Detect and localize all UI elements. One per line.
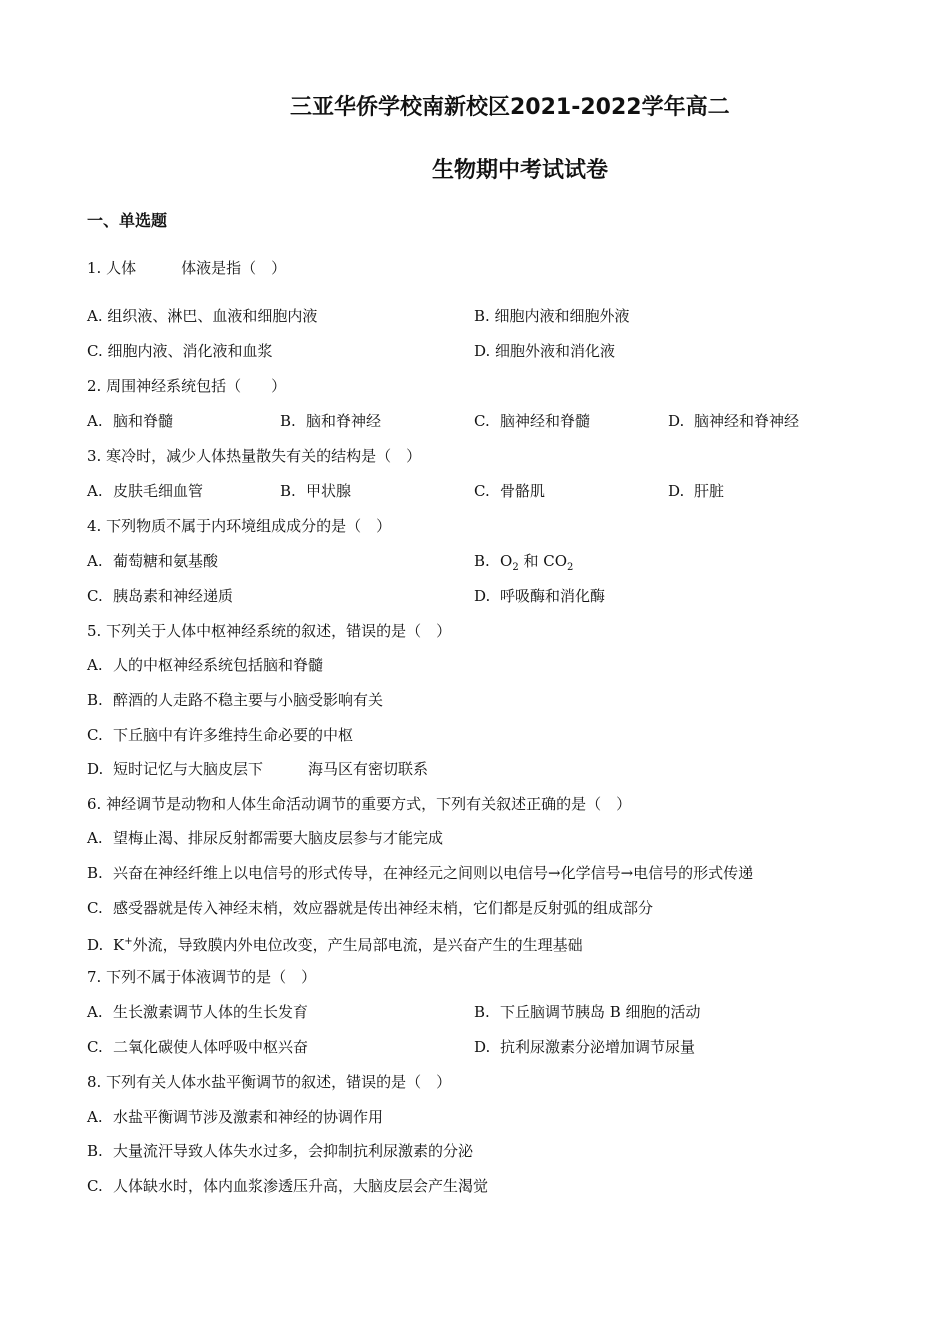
question-5-option-b bbox=[87, 690, 383, 710]
question-2-option-b bbox=[280, 411, 381, 431]
question-3-option-c bbox=[474, 481, 545, 501]
question-2-option-c bbox=[474, 411, 590, 431]
co2-formula: 和 CO bbox=[518, 552, 567, 570]
option-text: 短时记忆与大脑皮层下 海马区有密切联系 bbox=[113, 760, 429, 778]
question-1-option-a: A. 组织液、淋巴、血液和细胞内液 bbox=[87, 307, 318, 325]
option-letter: A. bbox=[87, 829, 103, 847]
option-letter: B. bbox=[474, 1003, 490, 1021]
option-letter: C. bbox=[87, 1177, 103, 1195]
question-7-option-a bbox=[87, 1002, 308, 1022]
option-letter: C. bbox=[87, 1038, 103, 1056]
question-7-option-c bbox=[87, 1037, 308, 1057]
option-letter: C. bbox=[474, 412, 490, 430]
option-text: 甲状腺 bbox=[306, 482, 352, 500]
question-1-option-d: D. 细胞外液和消化液 bbox=[474, 342, 616, 360]
option-text bbox=[500, 552, 574, 573]
question-7-option-d bbox=[474, 1037, 695, 1057]
option-letter: B. bbox=[474, 552, 490, 570]
option-text: 脑和脊髓 bbox=[113, 412, 174, 430]
option-letter: D. bbox=[87, 760, 104, 778]
question-4-option-b bbox=[474, 551, 573, 578]
option-text: 下丘脑中有许多维持生命必要的中枢 bbox=[113, 726, 354, 744]
option-letter: A. bbox=[87, 1003, 103, 1021]
option-text: 兴奋在神经纤维上以电信号的形式传导，在神经元之间则以电信号→化学信号→电信号的形式传递 bbox=[113, 864, 754, 882]
option-text: 脑和脊神经 bbox=[306, 412, 382, 430]
question-6-stem: 6. 神经调节是动物和人体生命活动调节的重要方式，下列有关叙述正确的是（ ） bbox=[87, 795, 632, 813]
question-8-stem: 8. 下列有关人体水盐平衡调节的叙述，错误的是（ ） bbox=[87, 1073, 452, 1091]
option-letter: D. bbox=[474, 587, 491, 605]
option-letter: A. bbox=[87, 552, 103, 570]
exam-title-line1: 三亚华侨学校南新校区2021-2022学年高二 bbox=[290, 95, 730, 120]
option-text: 望梅止渴、排尿反射都需要大脑皮层参与才能完成 bbox=[113, 829, 444, 847]
option-text: 葡萄糖和氨基酸 bbox=[113, 552, 219, 570]
option-text: 呼吸酶和消化酶 bbox=[500, 587, 606, 605]
option-letter: C. bbox=[474, 482, 490, 500]
option-letter: A. bbox=[87, 412, 103, 430]
question-3-stem: 3. 寒冷时，减少人体热量散失有关的结构是（ ） bbox=[87, 447, 422, 465]
option-text: 醉酒的人走路不稳主要与小脑受影响有关 bbox=[113, 691, 384, 709]
option-text: 脑神经和脊神经 bbox=[694, 412, 800, 430]
option-text: 骨骼肌 bbox=[500, 482, 546, 500]
option-text: 胰岛素和神经递质 bbox=[113, 587, 234, 605]
question-5-option-a bbox=[87, 655, 323, 675]
option-text: 人体缺水时，体内血浆渗透压升高，大脑皮层会产生渴觉 bbox=[113, 1177, 489, 1195]
option-text: 水盐平衡调节涉及激素和神经的协调作用 bbox=[113, 1108, 384, 1126]
question-2-option-a bbox=[87, 411, 173, 431]
question-7-option-b bbox=[474, 1002, 701, 1022]
question-5-option-d bbox=[87, 759, 428, 779]
question-4-option-a bbox=[87, 551, 218, 571]
option-text: 下丘脑调节胰岛 B 细胞的活动 bbox=[500, 1003, 701, 1021]
option-letter: A. bbox=[87, 656, 103, 674]
option-text: 外流，导致膜内外电位改变，产生局部电流，是兴奋产生的生理基础 bbox=[132, 936, 583, 954]
question-6-option-b bbox=[87, 863, 753, 883]
option-letter: A. bbox=[87, 482, 103, 500]
question-1-stem: 1. 人体 体液是指（ ） bbox=[87, 259, 287, 277]
option-letter: C. bbox=[87, 899, 103, 917]
question-4-option-c bbox=[87, 586, 233, 606]
option-text: 感受器就是传入神经末梢，效应器就是传出神经末梢，它们都是反射弧的组成部分 bbox=[113, 899, 654, 917]
option-text: 抗利尿激素分泌增加调节尿量 bbox=[500, 1038, 696, 1056]
question-8-option-a bbox=[87, 1107, 383, 1127]
option-letter: B. bbox=[280, 482, 296, 500]
option-text: 生长激素调节人体的生长发育 bbox=[113, 1003, 309, 1021]
option-letter: D. bbox=[668, 412, 685, 430]
question-3-option-a bbox=[87, 481, 203, 501]
question-6-option-d bbox=[87, 932, 583, 955]
question-3-option-d bbox=[668, 481, 724, 501]
question-2-option-d bbox=[668, 411, 799, 431]
option-letter: D. bbox=[668, 482, 685, 500]
subscript: 2 bbox=[512, 562, 519, 573]
question-6-option-a bbox=[87, 828, 443, 848]
option-letter: A. bbox=[87, 1108, 103, 1126]
superscript: + bbox=[124, 936, 133, 947]
question-7-stem: 7. 下列不属于体液调节的是（ ） bbox=[87, 968, 317, 986]
question-4-stem: 4. 下列物质不属于内环境组成成分的是（ ） bbox=[87, 517, 392, 535]
option-text: 二氧化碳使人体呼吸中枢兴奋 bbox=[113, 1038, 309, 1056]
question-8-option-c bbox=[87, 1176, 488, 1196]
option-text: 脑神经和脊髓 bbox=[500, 412, 591, 430]
option-letter: B. bbox=[87, 1142, 103, 1160]
question-5-option-c bbox=[87, 725, 353, 745]
option-text: 人的中枢神经系统包括脑和脊髓 bbox=[113, 656, 324, 674]
question-2-stem: 2. 周围神经系统包括（ ） bbox=[87, 377, 287, 395]
option-letter: B. bbox=[280, 412, 296, 430]
option-letter: C. bbox=[87, 726, 103, 744]
option-letter: C. bbox=[87, 587, 103, 605]
potassium-symbol: K bbox=[113, 936, 125, 954]
question-5-stem: 5. 下列关于人体中枢神经系统的叙述，错误的是（ ） bbox=[87, 622, 452, 640]
section-heading: 一、单选题 bbox=[87, 211, 168, 230]
option-text: 大量流汗导致人体失水过多，会抑制抗利尿激素的分泌 bbox=[113, 1142, 474, 1160]
exam-title-line2: 生物期中考试试卷 bbox=[432, 158, 609, 183]
question-8-option-b bbox=[87, 1141, 473, 1161]
option-text: 肝脏 bbox=[694, 482, 725, 500]
option-text: 皮肤毛细血管 bbox=[113, 482, 204, 500]
option-letter: B. bbox=[87, 691, 103, 709]
question-4-option-d bbox=[474, 586, 605, 606]
o2-formula: O bbox=[500, 552, 513, 570]
question-1-option-c: C. 细胞内液、消化液和血浆 bbox=[87, 342, 273, 360]
question-6-option-c bbox=[87, 898, 653, 918]
question-1-option-b: B. 细胞内液和细胞外液 bbox=[474, 307, 630, 325]
question-3-option-b bbox=[280, 481, 351, 501]
option-letter: B. bbox=[87, 864, 103, 882]
option-letter: D. bbox=[474, 1038, 491, 1056]
subscript: 2 bbox=[567, 562, 574, 573]
option-letter: D. bbox=[87, 936, 104, 954]
